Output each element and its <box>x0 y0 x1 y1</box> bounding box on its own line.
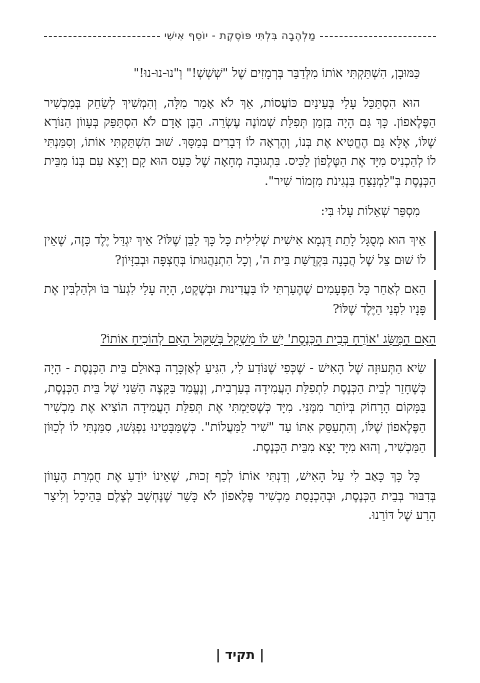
header-rule-right <box>320 36 436 37</box>
question-block: הַאִם לְאַחַר כָּל הַפְּעָמִים שֶׁהֶעַרְתִּי לוֹ בַּעֲדִינוּת וּבְשֶׁקֶט, הָיָה עָלַי לִגְעֹר בּוֹ וּלְהַלְבִּין אֶת פָּנָיו לִפְנֵי הַיֶּלֶד שֶׁלּוֹ? <box>44 280 436 319</box>
paragraph: מִסְפַּר שְׁאֵלוֹת עָלוּ בִּי: <box>320 203 420 218</box>
paragraph: הוּא הִסְתַּכֵּל עָלַי בְּעֵינַיִם כּוֹעֲסוֹת, אַךְ לֹא אָמַר מִלָּה, וְהִמְשִׁיךְ לְשַׂחֵק בְּמַכְשִׁיר הַפֶּלֶאפוֹן. כָּךְ גַּם הָיָה בִּזְמַן תְּפִלַּת שְׁמוֹנֶה עֶשְׂרֵה. הַבֶּן אָדָם לֹא הִסְתַּפֵּק בְּעָווֹן הַנּוֹרָא שֶׁלּוֹ, אֶלָּא גַּם הֶחֱטִיא אֶת בְּנוֹ, וְהֶרְאָה לוֹ דְּבָרִים בְּמַסָּךְ. שׁוּב הִשְׁתַּקְתִּי אוֹתוֹ, וְסִמַּנְתִּי לוֹ לְהַכְנִיס מִיָּד אֶת הַטֶּלֶפוֹן לַכִּיס. בִּתְגוּבָה מְחָאָה שֶׁל כַּעַס הוּא קָם וְיָצָא עִם בְּנוֹ מִבֵּית הַכְּנֶסֶת בְּ"לַמְנַצֵּחַ בִּנְגִינֹת מִזְמוֹר שִׁיר". <box>44 95 436 188</box>
body-text <box>44 64 436 526</box>
narrative-block: שִׂיא הַתְּעוּזָה שֶׁל הָאִישׁ - שֶׁכְּפִי שֶׁנּוֹדַע לִי, הִגִּיעַ לְאַזְכָּרָה בְּאוּלַם בֵּית הַכְּנֶסֶת - הָיָה כְּשֶׁחָזַר לְבֵית הַכְּנֶסֶת לִתְפִלַּת הָעֲמִידָה בְּעַרְבִית, וְנֶעֱמַד בַּקָּצֶה הַשֵּׁנִי שֶׁל בֵּית הַכְּנֶסֶת, בַּמָּקוֹם הָרָחוֹק בְּיוֹתֵר מִמֶּנִּי. מִיָּד כְּשֶׁסִּיַּמְתִּי אֶת תְּפִלַּת הָעֲמִידָה הוֹצִיא אֶת מַכְשִׁיר הַפֶּלֶאפוֹן שֶׁלּוֹ, וְהִתְעַסֵּק אִתּוֹ עַד "שִׁיר לַמַּעֲלוֹת". כְּשֶׁמַּבָּטֵינוּ נִפְגְּשׁוּ, סִמַּנְתִּי לוֹ לְכַוּוֹן הַמַּכְשִׁיר, וְהוּא מִיָּד יָצָא מִבֵּית הַכְּנֶסֶת. <box>44 359 436 457</box>
running-header <box>44 30 436 42</box>
question-underlined: הַאִם הַמֻּשָּׂג 'אוֹרֵחַ בְּבֵית הַכְּנֶסֶת' יֵשׁ לוֹ מִשְׁקָל בְּשִׁקּוּל הַאִם לְהוֹכִיחַ אוֹתוֹ? <box>100 331 436 346</box>
header-rule-left <box>44 36 160 37</box>
question-block: אֵיךְ הוּא מְסֻגָּל לָתֵת דֻּגְמָא אִישִׁית שְׁלִילִית כָּל כָּךְ לַבֵּן שֶׁלּוֹ? אֵיךְ יִגְדַּל יֶלֶד כָּזֶה, שֶׁאֵין לוֹ שׁוּם צֵל שֶׁל הֲבָנָה בִּקְדֻשַּׁת בֵּית ה', וְכָל הִתְנַהֲגוּתוֹ בְּחֻצְפָּה וּבְבִזָּיוֹן? <box>44 231 436 270</box>
running-title: מַלְהֶבָה בִּלְתִּי פּוֹסֶקֶת - יוֹסֵף אִישִׁי <box>164 30 316 42</box>
paragraph: כָּל כָּךְ כָּאַב לִי עַל הָאִישׁ, וְדַנְתִּי אוֹתוֹ לְכַף זְכוּת, שֶׁאֵינוֹ יוֹדֵעַ אֶת חֻמְרַת הֶעָווֹן בְּדִבּוּר בְּבֵית הַכְּנֶסֶת, וּבְהַכְנָסַת מַכְשִׁיר פֶּלֶאפוֹן לֹא כָּשֵׁר שֶׁנֶּחְשָׁב לְצֶלֶם בַּהֵיכָל וְלִיצַר הָרַע שֶׁל דּוֹרֵנוּ. <box>44 469 436 523</box>
paragraph: כַּמּוּבָן, הִשְׁתַּקְתִּי אוֹתוֹ מִלְּדַבֵּר בְּרְמָזִים שֶׁל "שְׁשְׁשְׁ!" וְ"נוּ-נוּ-נוּ!" <box>133 66 420 80</box>
page-footer: | תקיד | <box>215 648 265 663</box>
